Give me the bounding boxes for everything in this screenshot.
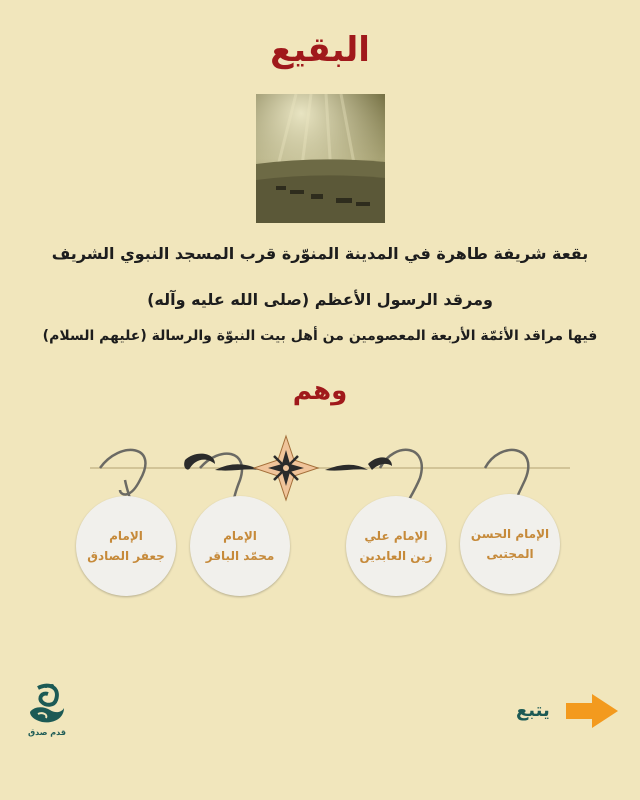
tag-line-1: الإمام bbox=[109, 529, 143, 543]
tag-line-2: محمّد الباقر bbox=[205, 549, 275, 563]
description-line-3: فيها مراقد الأئمّة الأربعة المعصومين من أهل بيت النبوّة والرسالة (عليهم السلام) bbox=[42, 328, 598, 344]
tag-imam-zain-al-abidin bbox=[346, 496, 446, 596]
page-title: البقيع bbox=[270, 30, 370, 70]
tag-line-2: جعفر الصادق bbox=[87, 549, 165, 563]
description-line-2: ومرقد الرسول الأعظم (صلى الله عليه وآله) bbox=[147, 290, 493, 309]
tag-line-2: المجتبى bbox=[486, 547, 534, 561]
arrow-right-icon[interactable] bbox=[564, 692, 620, 730]
tag-line-1: الإمام الحسن bbox=[470, 527, 550, 541]
next-label[interactable]: يتبع bbox=[516, 700, 550, 721]
tag-imam-hasan bbox=[460, 494, 560, 594]
tag-imam-baqir bbox=[190, 496, 290, 596]
baqi-photo bbox=[256, 94, 385, 223]
tag-line-2: زين العابدين bbox=[359, 549, 433, 563]
tag-line-1: الإمام bbox=[223, 529, 257, 543]
tag-line-1: الإمام علي bbox=[364, 529, 428, 543]
flower-ornament-icon bbox=[254, 436, 318, 500]
description-line-1: بقعة شريفة طاهرة في المدينة المنوّرة قرب المسجد النبوي الشريف bbox=[51, 244, 589, 263]
subtitle: وهم bbox=[292, 376, 348, 406]
logo-text: قدم صدق bbox=[27, 728, 66, 737]
tag-imam-sadiq bbox=[76, 496, 176, 596]
